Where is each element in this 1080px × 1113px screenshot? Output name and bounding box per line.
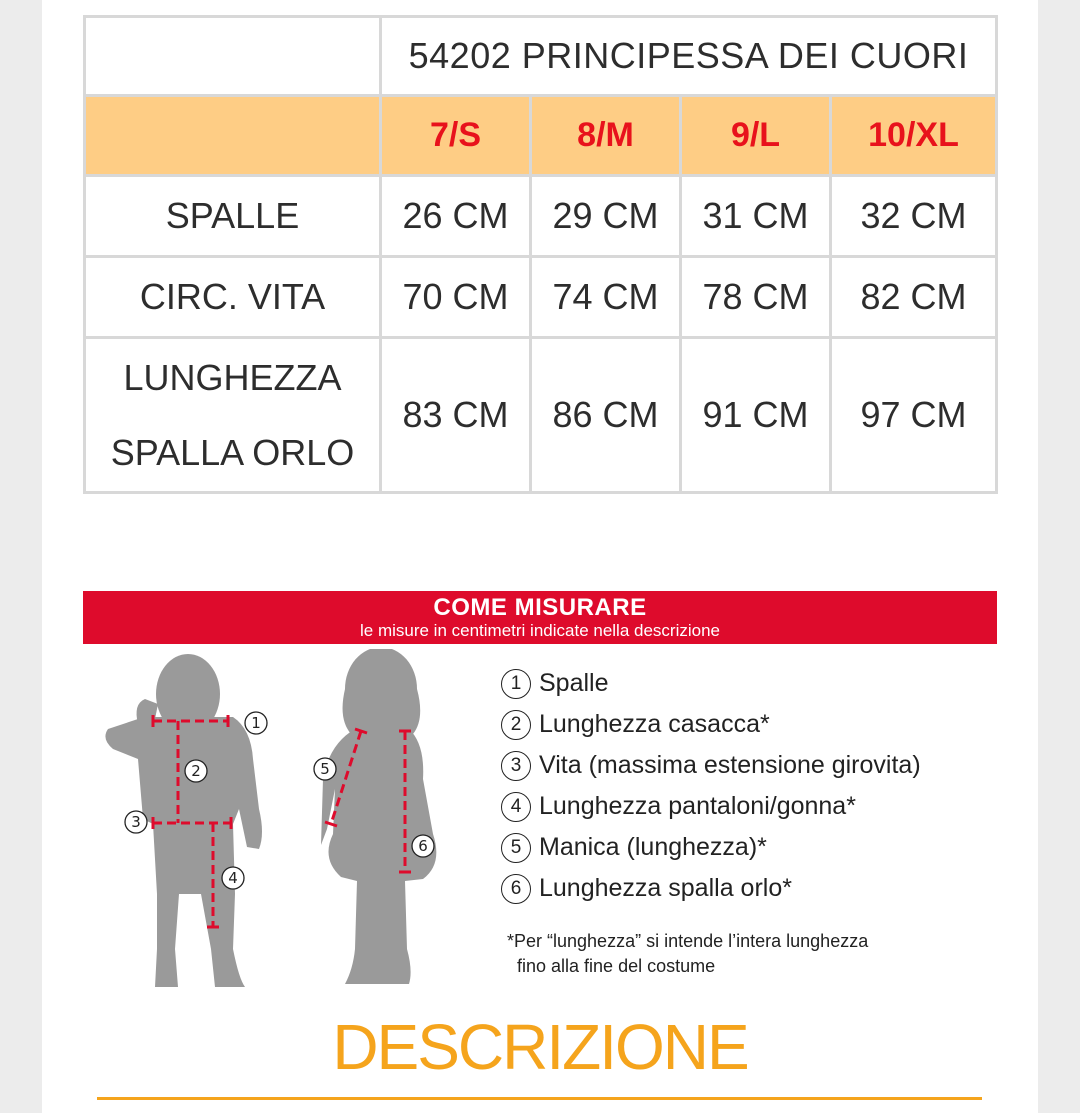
table-row [85,176,997,257]
measure-cell: 26 CM [381,176,531,257]
list-item [501,745,921,786]
heading-underline [97,1097,982,1100]
size-chart-table [83,15,998,494]
length-note [507,929,868,979]
figure-mark-3: 3 [131,813,141,831]
measure-cell: 83 CM [381,338,531,493]
measure-cell: 82 CM [831,257,997,338]
size-header-corner [85,96,381,176]
measure-cell: 86 CM [531,338,681,493]
legend-text: Lunghezza pantaloni/gonna* [539,792,856,820]
note-line: fino alla fine del costume [517,956,716,976]
list-item [501,868,921,909]
list-item [501,704,921,745]
table-row [85,257,997,338]
how-to-measure-panel [83,591,997,976]
measure-cell: 32 CM [831,176,997,257]
row-label-line: LUNGHEZZA [123,357,342,398]
figure-mark-4: 4 [228,869,238,887]
list-item [501,786,921,827]
size-header: 7/S [381,96,531,176]
figure-mark-5: 5 [320,760,330,778]
child-figures-illustration [83,649,453,999]
size-header: 9/L [681,96,831,176]
row-label: CIRC. VITA [85,257,381,338]
measure-cell: 97 CM [831,338,997,493]
measure-cell: 29 CM [531,176,681,257]
legend-text: Vita (massima estensione girovita) [539,751,921,779]
measure-legend [501,663,921,909]
banner-subtitle: le misure in centimetri indicate nella descrizione [360,621,720,640]
list-item [501,827,921,868]
size-header: 10/XL [831,96,997,176]
number-circle: 6 [501,874,531,904]
how-to-measure-banner [83,591,997,644]
number-circle: 4 [501,792,531,822]
table-row [85,338,997,493]
legend-text: Lunghezza casacca* [539,710,770,738]
product-title: 54202 PRINCIPESSA DEI CUORI [381,17,997,96]
note-line: *Per “lunghezza” si intende l’intera lunghezza [507,931,869,951]
figure-mark-2: 2 [191,762,201,780]
list-item [501,663,921,704]
legend-text: Spalle [539,669,609,697]
row-label [85,338,381,493]
number-circle: 2 [501,710,531,740]
figure-mark-1: 1 [251,714,261,732]
measure-cell: 70 CM [381,257,531,338]
number-circle: 3 [501,751,531,781]
row-label-line: SPALLA ORLO [110,432,355,473]
measure-cell: 31 CM [681,176,831,257]
number-circle: 5 [501,833,531,863]
size-header: 8/M [531,96,681,176]
banner-title: COME MISURARE [433,594,647,621]
section-heading: DESCRIZIONE [332,1011,748,1083]
measure-cell: 78 CM [681,257,831,338]
figure-mark-6: 6 [418,837,428,855]
number-circle: 1 [501,669,531,699]
legend-text: Manica (lunghezza)* [539,833,767,861]
empty-corner-cell [85,17,381,96]
measure-cell: 74 CM [531,257,681,338]
legend-text: Lunghezza spalla orlo* [539,874,792,902]
girl-silhouette [321,649,436,984]
measure-cell: 91 CM [681,338,831,493]
row-label: SPALLE [85,176,381,257]
